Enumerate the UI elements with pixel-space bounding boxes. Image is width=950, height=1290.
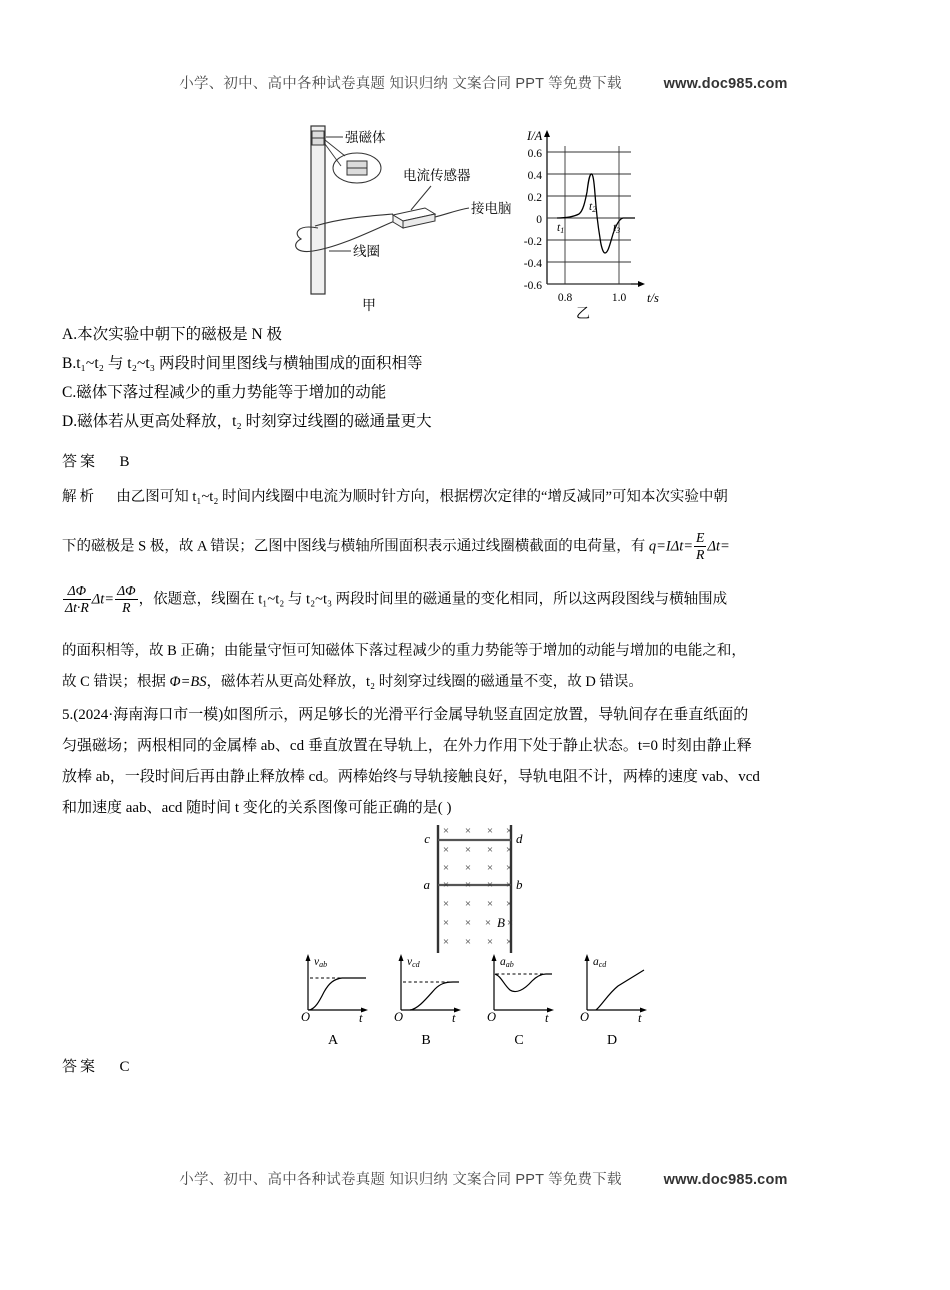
graph-d-origin: O [580, 1010, 590, 1024]
answer-4-label: 答案 [62, 454, 99, 470]
question-5-source: (2024·海南海口市一模) [73, 707, 224, 723]
option-d-text: 磁体若从更高处释放，t₂ 时刻穿过线圈的磁通量更大 [77, 413, 432, 430]
graph-d-ylabel: acd [593, 956, 607, 969]
graph-b-origin: O [394, 1010, 404, 1024]
page-header [0, 56, 950, 109]
question-5-number: 5. [62, 707, 74, 723]
chart-yi-svg [495, 126, 685, 321]
ytick-5: -0.4 [523, 258, 542, 270]
solution-4-part5-post: ，磁体若从更高处释放，t₂ 时刻穿过线圈的磁通量不变，故 D 错误。 [206, 674, 643, 691]
answer-5 [62, 1055, 130, 1076]
question-5-line4 [62, 793, 894, 824]
graph-d-xlabel: t [638, 1011, 642, 1025]
ytick-1: 0.4 [527, 170, 542, 182]
figure-jia-caption: 甲 [362, 299, 376, 314]
svg-text:×: × [484, 917, 492, 929]
question-5-text4: 和加速度 aab、acd 随时间 t 变化的关系图像可能正确的是( ) [62, 800, 452, 816]
question-5 [62, 700, 894, 824]
svg-text:×: × [464, 862, 472, 874]
svg-text:×: × [442, 879, 450, 891]
answer-5-value: C [119, 1059, 130, 1075]
svg-text:×: × [442, 825, 450, 837]
label-node-b: b [516, 877, 523, 892]
svg-text:×: × [464, 936, 472, 948]
graph-d-key: D [606, 1033, 618, 1048]
frac3-num: ΔΦ [117, 582, 136, 598]
option-c-key: C [62, 384, 73, 401]
label-coil: 线圈 [353, 244, 380, 259]
question-5-text1: 如图所示，两足够长的光滑平行金属导轨竖直固定放置，导轨间存在垂直纸面的 [223, 707, 749, 723]
option-d: D.磁体若从更高处释放，t₂ 时刻穿过线圈的磁通量更大 [62, 413, 432, 430]
svg-text:×: × [486, 825, 494, 837]
graph-a-ylabel: vab [314, 956, 328, 969]
xtick-1: 1.0 [611, 292, 627, 304]
graph-c-key: C [514, 1033, 524, 1048]
question-5-line2 [62, 731, 894, 762]
solution-4-part1: 由乙图可知 t₁~t₂ 时间内线圈中电流为顺时针方向，根据楞次定律的“增反减同”可知本次实验中朝 [116, 489, 728, 505]
label-node-c: c [424, 831, 430, 846]
option-a-key: A [62, 326, 74, 343]
svg-text:×: × [506, 917, 514, 929]
figure-yi-caption: 乙 [576, 307, 590, 321]
frac1-num: E [696, 530, 705, 545]
label-node-d: d [516, 831, 523, 846]
svg-text:×: × [464, 844, 472, 856]
svg-text:×: × [464, 898, 472, 910]
fraction-e-over-r [694, 530, 706, 563]
current-sensor-box [393, 208, 435, 228]
answer-4-value: B [119, 454, 130, 470]
svg-text:×: × [442, 862, 450, 874]
point-label-t2: t2 [589, 201, 597, 214]
solution-4-label: 解析 [62, 489, 97, 505]
label-magnet: 强磁体 [345, 130, 386, 145]
graph-a-key: A [327, 1033, 339, 1048]
svg-text:×: × [442, 844, 450, 856]
svg-text:×: × [442, 936, 450, 948]
label-node-a: a [423, 877, 430, 892]
option-a: A.本次实验中朝下的磁极是 N 极 [62, 326, 283, 343]
question-5-line3 [62, 762, 894, 793]
svg-text:×: × [505, 898, 513, 910]
ytick-6: -0.6 [523, 280, 542, 292]
svg-text:×: × [505, 844, 513, 856]
svg-text:×: × [505, 936, 513, 948]
frac3-den: R [122, 599, 131, 615]
ytick-4: -0.2 [523, 236, 542, 248]
solution-4-line1 [62, 482, 892, 513]
answer-4 [62, 450, 130, 471]
option-b-text: t₁~t₂ 与 t₂~t₃ 两段时间里图线与横轴围成的面积相等 [76, 355, 423, 372]
solution-4-line3 [62, 584, 892, 617]
solution-4-frac1-post: Δt= [707, 538, 730, 555]
ytick-0: 0.6 [527, 148, 542, 160]
fraction-dphi-over-r [115, 583, 138, 616]
ytick-2: 0.2 [527, 192, 542, 204]
svg-text:×: × [486, 879, 494, 891]
point-label-t3: t3 [613, 222, 621, 235]
solution-4-part2-pre: 下的磁极是 S 极，故 A 错误；乙图中图线与横轴所围面积表示通过线圈横截面的电荷量，有 [62, 538, 649, 555]
frac2-num: ΔΦ [63, 583, 91, 600]
graph-c-origin: O [487, 1010, 497, 1024]
footer-url: www.doc985.com [663, 1172, 788, 1188]
label-current-sensor: 电流传感器 [403, 168, 471, 183]
option-b-key: B [62, 355, 73, 372]
option-c: C.磁体下落过程减少的重力势能等于增加的动能 [62, 384, 387, 401]
option-graphs-row [288, 952, 668, 1052]
svg-text:×: × [464, 825, 472, 837]
solution-4-line4 [62, 636, 892, 667]
svg-text:×: × [486, 898, 494, 910]
footer-text: 小学、初中、高中各种试卷真题 知识归纳 文案合同 PPT 等免费下载 [179, 1172, 622, 1188]
solution-4-formula-inline: q=IΔt= [648, 538, 694, 555]
svg-text:×: × [505, 825, 513, 837]
xtick-0: 0.8 [557, 292, 573, 304]
figure-yi-chart [495, 126, 685, 321]
frac2-den: Δt·R [65, 599, 89, 615]
solution-4-part3: ，依题意，线圈在 t₁~t₂ 与 t₂~t₃ 两段时间里的磁通量的变化相同，所以这两段图线与横轴围成 [138, 591, 728, 608]
point-label-t1: t1 [557, 222, 565, 235]
graph-a-xlabel: t [359, 1011, 363, 1025]
ytick-3: 0 [536, 214, 542, 226]
solution-4-part5-formula: Φ=BS [169, 674, 207, 691]
label-field-B: B [497, 915, 505, 930]
header-text: 小学、初中、高中各种试卷真题 知识归纳 文案合同 PPT 等免费下载 [179, 76, 622, 92]
solution-4 [62, 482, 892, 698]
question-5-text2: 匀强磁场；两根相同的金属棒 ab、cd 垂直放置在导轨上，在外力作用下处于静止状态。t=0 时刻由静止释 [62, 738, 752, 754]
svg-text:×: × [505, 879, 513, 891]
question-5-line1 [62, 700, 894, 731]
figure-rails [398, 823, 568, 955]
option-b: B.t₁~t₂ 与 t₂~t₃ 两段时间里图线与横轴围成的面积相等 [62, 355, 423, 372]
label-computer: 接电脑 [471, 201, 512, 216]
graph-c-ylabel: aab [500, 956, 514, 969]
svg-text:×: × [442, 898, 450, 910]
option-graph-c [487, 954, 554, 1048]
option-a-text: 本次实验中朝下的磁极是 N 极 [77, 326, 283, 343]
svg-text:×: × [464, 917, 472, 929]
option-d-key: D [62, 413, 74, 430]
frac1-den: R [696, 546, 705, 562]
option-graph-d [580, 954, 647, 1048]
option-graph-a [301, 954, 368, 1048]
question-5-text3: 放棒 ab，一段时间后再由静止释放棒 cd。两棒始终与导轨接触良好，导轨电阻不计，两棒的速度 vab、vcd [62, 769, 760, 785]
solution-4-part4: 的面积相等，故 B 正确；由能量守恒可知磁体下落过程减少的重力势能等于增加的动能与增加的电能之和， [62, 643, 746, 660]
rails-svg [398, 823, 568, 955]
option-c-text: 磁体下落过程减少的重力势能等于增加的动能 [76, 384, 387, 401]
graph-c-xlabel: t [545, 1011, 549, 1025]
svg-text:×: × [486, 936, 494, 948]
fraction-dphi-over-dtr [63, 583, 91, 616]
solution-4-line5 [62, 667, 892, 698]
solution-4-frac2-post: Δt= [91, 591, 115, 608]
xaxis-label: t/s [647, 291, 659, 305]
page-footer [0, 1152, 950, 1205]
svg-text:×: × [442, 917, 450, 929]
graph-b-key: B [421, 1033, 431, 1048]
option-graphs-svg [288, 952, 668, 1052]
svg-text:×: × [505, 862, 513, 874]
option-graph-b [394, 954, 461, 1048]
graph-a-origin: O [301, 1010, 311, 1024]
yaxis-label: I/A [527, 129, 543, 143]
solution-4-line2 [62, 531, 892, 564]
answer-5-label: 答案 [62, 1059, 99, 1075]
options-list [62, 320, 892, 436]
solution-4-part5-pre: 故 C 错误；根据 [62, 674, 170, 691]
graph-b-xlabel: t [452, 1011, 456, 1025]
header-url: www.doc985.com [663, 76, 788, 92]
svg-text:×: × [486, 862, 494, 874]
svg-text:×: × [486, 844, 494, 856]
graph-b-ylabel: vcd [407, 956, 420, 969]
svg-text:×: × [464, 879, 472, 891]
